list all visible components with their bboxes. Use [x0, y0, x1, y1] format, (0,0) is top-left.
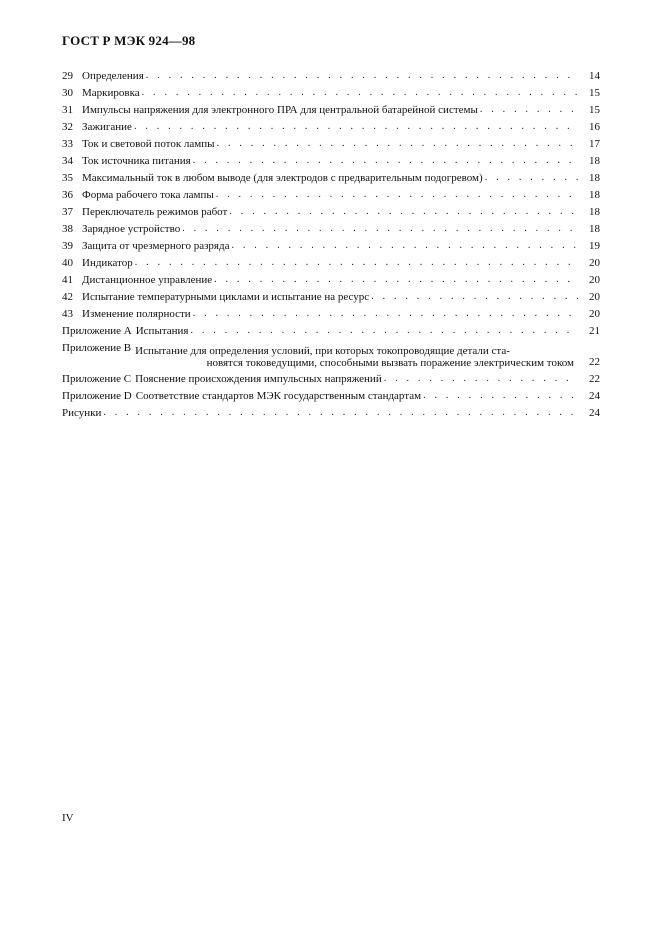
section-title: Испытание температурными циклами и испытание на ресурс [82, 291, 370, 303]
section-title: Индикатор [82, 257, 133, 269]
leader-dots [142, 86, 578, 100]
page-number-footer: IV [62, 812, 74, 824]
figures-title: Рисунки [62, 407, 102, 419]
leader-dots [193, 154, 578, 168]
toc-entry-37[interactable] [62, 202, 600, 219]
toc-entry-36[interactable] [62, 185, 600, 202]
leader-dots [216, 188, 578, 202]
section-number: 30 [62, 87, 73, 99]
page-number: 20 [589, 257, 600, 269]
leader-dots [193, 307, 578, 321]
page-number: 20 [589, 274, 600, 286]
leader-dots [217, 137, 578, 151]
leader-dots [485, 171, 578, 185]
toc-entry-43[interactable] [62, 304, 600, 321]
page-number: 17 [589, 138, 600, 150]
page-number: 18 [589, 172, 600, 184]
page-number: 20 [589, 308, 600, 320]
section-number: 35 [62, 172, 73, 184]
leader-dots [103, 406, 578, 420]
page-number: 15 [589, 87, 600, 99]
toc-entry-31[interactable] [62, 100, 600, 117]
section-number: 29 [62, 70, 73, 82]
annex-label: Приложение D [62, 390, 132, 402]
section-number: 33 [62, 138, 73, 150]
page-number: 18 [589, 223, 600, 235]
page-number: 15 [589, 104, 600, 116]
annex-label: Приложение А [62, 325, 132, 337]
document-header: ГОСТ Р МЭК 924—98 [62, 33, 196, 48]
annex-label: Приложение В [62, 342, 132, 354]
table-of-contents [62, 66, 600, 420]
section-title: Определения [82, 70, 144, 82]
leader-dots [384, 372, 578, 386]
toc-entry-34[interactable] [62, 151, 600, 168]
section-title: Зарядное устройство [82, 223, 181, 235]
toc-entry-38[interactable] [62, 219, 600, 236]
page-number: 18 [589, 155, 600, 167]
section-number: 31 [62, 104, 73, 116]
section-title: Защита от чрезмерного разряда [82, 240, 230, 252]
annex-title: Испытания [135, 325, 189, 337]
section-title: Ток источника питания [82, 155, 191, 167]
page-number: 24 [589, 407, 600, 419]
leader-dots [191, 324, 579, 338]
annex-title-line2: новятся токоведущими, способными вызвать поражение электрическим током [206, 357, 574, 369]
toc-annex-a[interactable] [62, 321, 600, 338]
leader-dots [229, 205, 578, 219]
toc-entry-39[interactable] [62, 236, 600, 253]
section-number: 41 [62, 274, 73, 286]
section-title: Импульсы напряжения для электронного ПРА для центральной батарейной системы [82, 104, 478, 116]
page-number: 16 [589, 121, 600, 133]
leader-dots [182, 222, 578, 236]
section-number: 32 [62, 121, 73, 133]
page-number: 24 [589, 390, 600, 402]
section-title: Максимальный ток в любом выводе (для электродов с предварительным подогревом) [82, 172, 483, 184]
section-title: Дистанционное управление [82, 274, 213, 286]
toc-annex-b[interactable] [62, 338, 600, 369]
annex-title: Соответствие стандартов МЭК государственным стандартам [135, 390, 422, 402]
leader-dots [371, 290, 578, 304]
toc-entry-40[interactable] [62, 253, 600, 270]
section-number: 34 [62, 155, 73, 167]
annex-title-line1: Испытание для определения условий, при которых токопроводящие детали ста- [135, 345, 510, 357]
section-number: 36 [62, 189, 73, 201]
page-number: 18 [589, 189, 600, 201]
leader-dots [146, 69, 578, 83]
section-title: Зажигание [82, 121, 132, 133]
page-number: 20 [589, 291, 600, 303]
section-title: Переключатель режимов работ [82, 206, 228, 218]
page-number: 18 [589, 206, 600, 218]
section-number: 38 [62, 223, 73, 235]
toc-annex-c[interactable] [62, 369, 600, 386]
toc-entry-29[interactable] [62, 66, 600, 83]
toc-entry-33[interactable] [62, 134, 600, 151]
leader-dots [214, 273, 578, 287]
section-number: 40 [62, 257, 73, 269]
annex-label: Приложение С [62, 373, 132, 385]
section-title: Ток и световой поток лампы [82, 138, 215, 150]
section-number: 37 [62, 206, 73, 218]
section-title: Изменение полярности [82, 308, 191, 320]
section-title: Маркировка [82, 87, 140, 99]
page-number: 19 [589, 240, 600, 252]
leader-dots [134, 120, 578, 134]
leader-dots [135, 256, 578, 270]
toc-annex-d[interactable] [62, 386, 600, 403]
section-number: 43 [62, 308, 73, 320]
section-number: 39 [62, 240, 73, 252]
page-number: 22 [589, 356, 600, 368]
leader-dots [231, 239, 578, 253]
section-title: Форма рабочего тока лампы [82, 189, 214, 201]
toc-figures[interactable] [62, 403, 600, 420]
annex-title: Пояснение происхождения импульсных напряжений [135, 373, 382, 385]
toc-entry-42[interactable] [62, 287, 600, 304]
leader-dots [423, 389, 578, 403]
toc-entry-35[interactable] [62, 168, 600, 185]
toc-entry-32[interactable] [62, 117, 600, 134]
toc-entry-30[interactable] [62, 83, 600, 100]
toc-entry-41[interactable] [62, 270, 600, 287]
section-number: 42 [62, 291, 73, 303]
page-number: 22 [589, 373, 600, 385]
page-number: 14 [589, 70, 600, 82]
leader-dots [480, 103, 578, 117]
page-number: 21 [589, 325, 600, 337]
